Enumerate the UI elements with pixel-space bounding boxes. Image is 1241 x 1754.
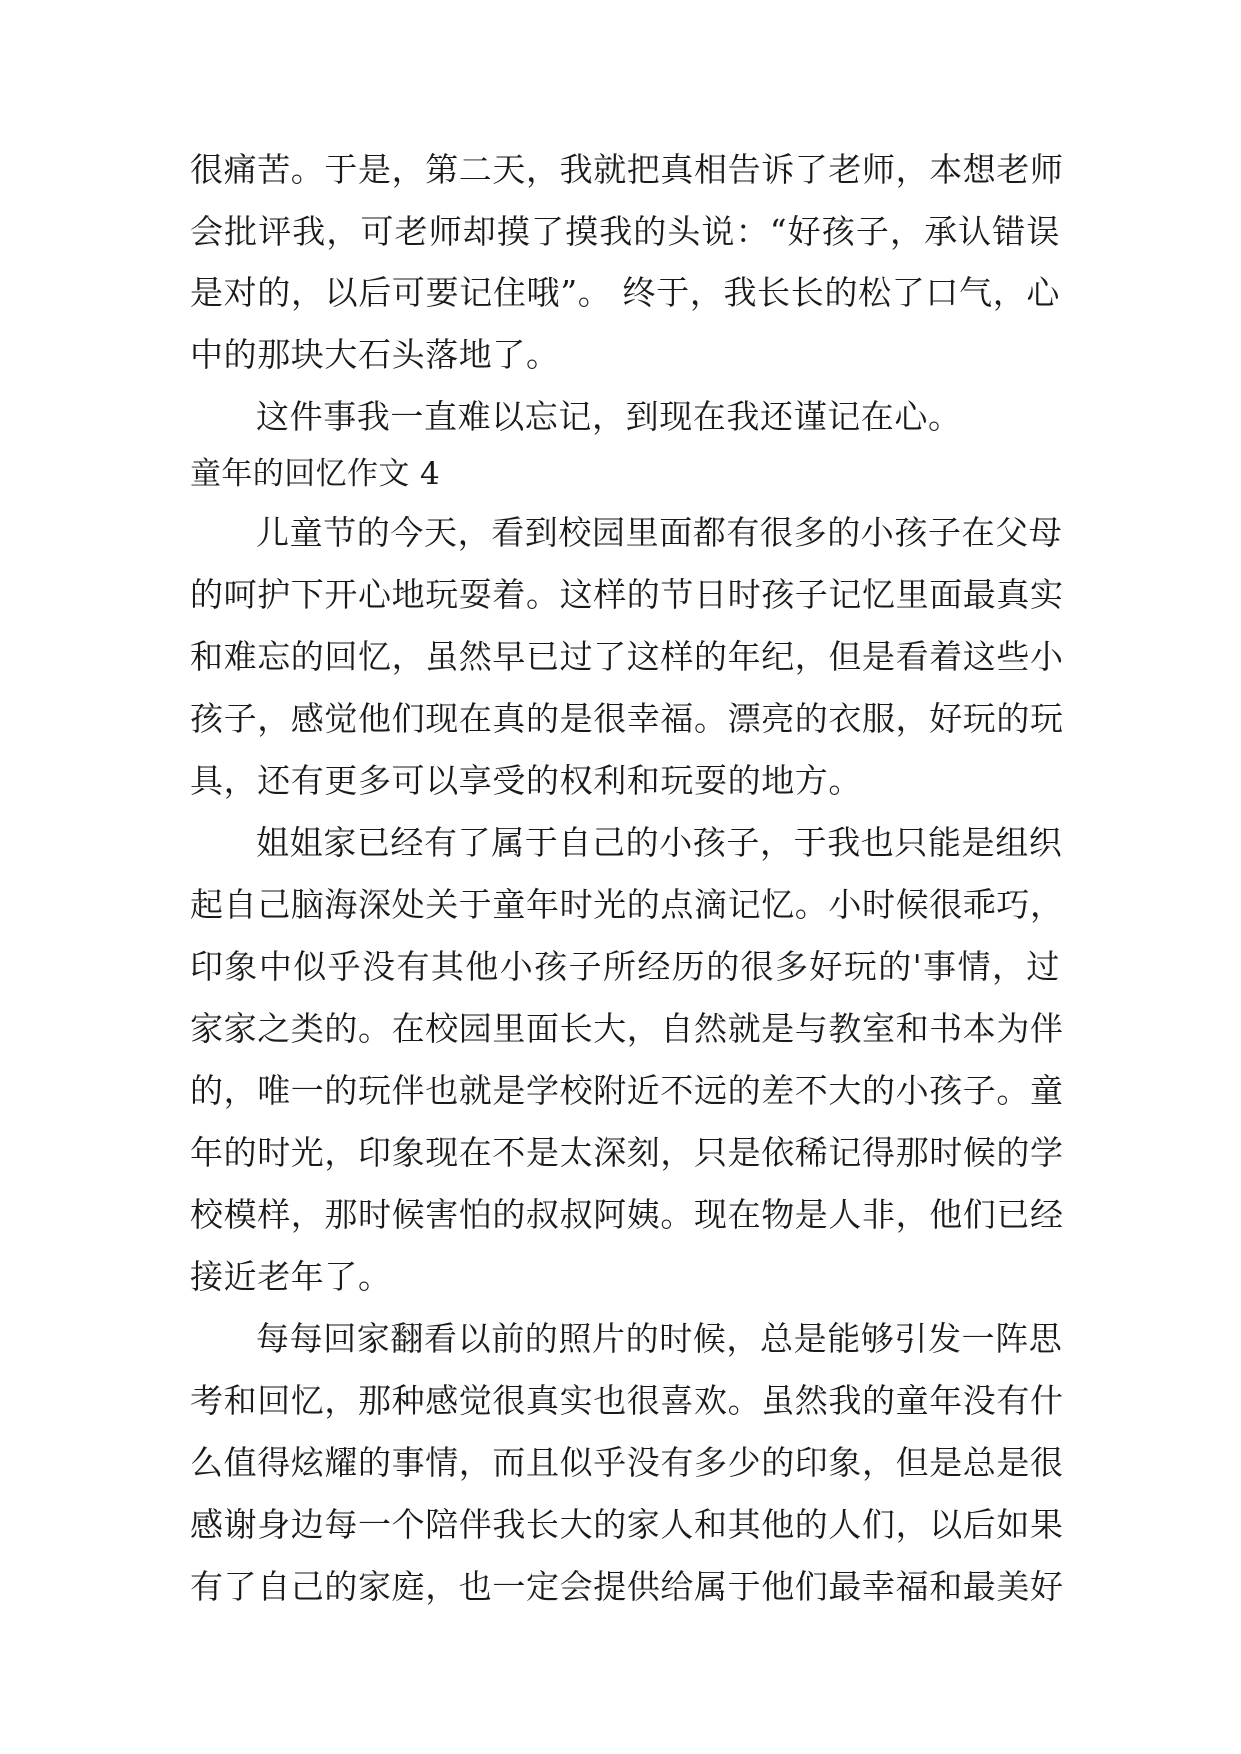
paragraph-line: 很痛苦。于是，第二天，我就把真相告诉了老师，本想老师 bbox=[190, 150, 1064, 189]
paragraph-line: 校模样，那时候害怕的叔叔阿姨。现在物是人非，他们已经 bbox=[190, 1195, 1064, 1234]
paragraph-line: 中的那块大石头落地了。 bbox=[190, 335, 560, 374]
paragraph-line: 考和回忆，那种感觉很真实也很喜欢。虽然我的童年没有什 bbox=[190, 1381, 1064, 1420]
paragraph-line: 每每回家翻看以前的照片的时候，总是能够引发一阵思 bbox=[256, 1319, 1063, 1358]
paragraph-line: 么值得炫耀的事情，而且似乎没有多少的印象，但是总是很 bbox=[190, 1443, 1064, 1482]
paragraph-line: 印象中似乎没有其他小孩子所经历的很多好玩的'事情，过 bbox=[190, 947, 1060, 986]
paragraph-line: 姐姐家已经有了属于自己的小孩子，于我也只能是组织 bbox=[256, 823, 1063, 862]
paragraph-line: 孩子，感觉他们现在真的是很幸福。漂亮的衣服，好玩的玩 bbox=[190, 699, 1064, 738]
paragraph-line: 和难忘的回忆，虽然早已过了这样的年纪，但是看着这些小 bbox=[190, 637, 1064, 676]
paragraph-line: 感谢身边每一个陪伴我长大的家人和其他的人们，以后如果 bbox=[190, 1505, 1064, 1544]
paragraph-line: 会批评我，可老师却摸了摸我的头说：“好孩子，承认错误 bbox=[190, 212, 1060, 251]
paragraph-line: 的，唯一的玩伴也就是学校附近不远的差不大的小孩子。童 bbox=[190, 1071, 1064, 1110]
paragraph-line: 年的时光，印象现在不是太深刻，只是依稀记得那时候的学 bbox=[190, 1133, 1064, 1172]
paragraph-line: 接近老年了。 bbox=[190, 1257, 392, 1296]
paragraph-line: 儿童节的今天，看到校园里面都有很多的小孩子在父母 bbox=[256, 513, 1063, 552]
paragraph-line: 这件事我一直难以忘记，到现在我还谨记在心。 bbox=[256, 397, 962, 436]
paragraph-line: 有了自己的家庭，也一定会提供给属于他们最幸福和最美好 bbox=[190, 1567, 1064, 1606]
paragraph-line: 是对的，以后可要记住哦”。 终于，我长长的松了口气，心 bbox=[190, 273, 1060, 312]
paragraph-line: 起自己脑海深处关于童年时光的点滴记忆。小时候很乖巧， bbox=[190, 885, 1064, 924]
section-heading: 童年的回忆作文 4 bbox=[190, 456, 441, 492]
paragraph-line: 家家之类的。在校园里面长大，自然就是与教室和书本为伴 bbox=[190, 1009, 1064, 1048]
paragraph-line: 具，还有更多可以享受的权利和玩耍的地方。 bbox=[190, 761, 862, 800]
paragraph-line: 的呵护下开心地玩耍着。这样的节日时孩子记忆里面最真实 bbox=[190, 575, 1064, 614]
